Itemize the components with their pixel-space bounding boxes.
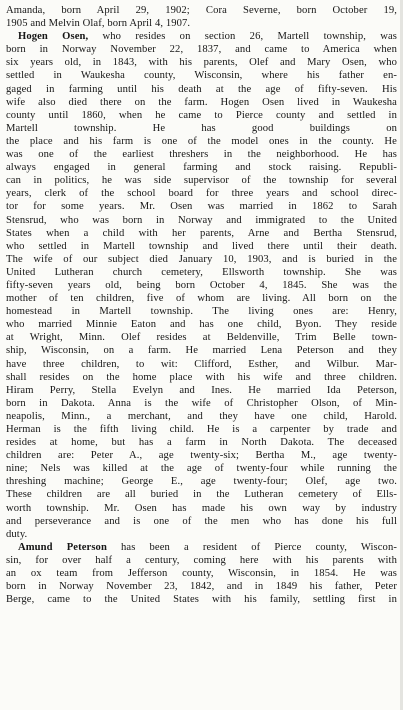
text-line (0, 410, 403, 423)
text-line (0, 240, 403, 253)
text-line (0, 384, 403, 397)
text-line-content: The wife of our subject died January 10, 1903, and is buried in the (6, 253, 397, 265)
text-line-content: Berge, came to the United States with his family, settling first in (6, 594, 397, 606)
text-line (0, 200, 403, 213)
text-line (0, 397, 403, 410)
text-line (0, 69, 403, 82)
text-line-content: Stensrud, who was born in Norway and immigrated to the United (6, 214, 397, 226)
text-line-content: settled in Waukesha county, Wisconsin, where his father en- (6, 70, 397, 82)
text-line-content: always engaged in general farming and stock raising. Republi- (6, 162, 397, 174)
text-line (0, 371, 403, 384)
text-line-content: and perseverance and is one of the men who has done his full (6, 515, 397, 527)
text-line-content: Hiram Perry, Stella Evelyn and Ines. He married Ida Peterson, (6, 384, 397, 396)
text-line (0, 502, 403, 515)
text-line (0, 541, 403, 554)
text-line-content: gaged in farming until his death at the age of fifty-seven. His (6, 83, 397, 95)
text-line (0, 449, 403, 462)
text-line (0, 161, 403, 174)
text-line (0, 109, 403, 122)
text-line-content: mother of ten children, five of whom are living. All born on the (6, 293, 397, 305)
text-line-content: wife also died there on the farm. Hogen Osen lived in Waukesha (6, 96, 397, 108)
text-line (0, 423, 403, 436)
text-line-content: can in politics, he was side supervisor of the township for several (6, 175, 397, 187)
text-line (0, 554, 403, 567)
text-line-content: born in Norway November 22, 1837, and came to America when (6, 44, 397, 56)
text-line (0, 253, 403, 266)
text-line-content: shall resides on the home place with his wife and three children. (6, 371, 397, 383)
text-line-content: worth township. Mr. Osen has made his own way by industry (6, 502, 397, 514)
text-line (0, 331, 403, 344)
biography-text-body (0, 4, 403, 606)
text-line-content: States when a child with her parents, Arne and Bertha Stensrud, (6, 227, 397, 239)
text-line-content: duty. (6, 528, 28, 540)
text-line (0, 344, 403, 357)
text-line (0, 214, 403, 227)
text-line (0, 567, 403, 580)
text-line-content: children are: Peter A., age twenty-six; Bertha M., age twenty- (6, 450, 397, 462)
text-line (0, 358, 403, 371)
text-line (0, 122, 403, 135)
text-line-content: an ox team from Jefferson county, Wisconsin, in 1854. He was (6, 568, 397, 580)
text-line-content: born in Norway November 23, 1842, and in 1849 his father, Peter (6, 581, 397, 593)
text-line-content: nine; Nels was killed at the age of twenty-four while running the (6, 463, 397, 475)
text-line-content: ship, Wisconsin, on a farm. He married Lena Peterson and they (6, 345, 397, 357)
text-line (0, 227, 403, 240)
text-line (0, 305, 403, 318)
text-line (0, 4, 403, 17)
text-line-content: was one of the earliest threshers in the neighborhood. He has (6, 149, 397, 161)
text-line (0, 580, 403, 593)
text-line-content: These children are all buried in the Lutheran cemetery of Ells- (6, 489, 397, 501)
text-line-content: resides at home, but has a farm in North Dakota. The deceased (6, 437, 397, 449)
text-line-content: neapolis, Minn., a merchant, and they have one child, Harold. (6, 410, 397, 422)
text-line-content: Martell township. He has good buildings on (6, 122, 397, 134)
text-line (0, 56, 403, 69)
biography-subject-name: Hogen Osen, (18, 31, 89, 43)
text-line-content: at Wright, Minn. Olef resides at Beldenville, Trim Belle town- (6, 332, 397, 344)
text-line (0, 462, 403, 475)
text-line (0, 187, 403, 200)
text-line (0, 83, 403, 96)
text-line-content: threshing machine; George E., age twenty-four; Olef, age two. (6, 476, 397, 488)
text-line (0, 593, 403, 606)
text-line-content: county until 1860, when he came to Pierce county and settled in (6, 109, 397, 121)
text-line (0, 174, 403, 187)
text-line-content: United Lutheran church cemetery, Ellsworth township. She was (6, 266, 397, 278)
text-line-content: fifty-seven years old, being born October 4, 1845. She was the (6, 279, 397, 291)
text-line-content: have three children, to wit: Clifford, Esther, and Wilbur. Mar- (6, 358, 397, 370)
text-line-content: Herman is the fifth living child. He is a carpenter by trade and (6, 424, 397, 435)
text-line-content: who married Minnie Eaton and has one child, Byon. They reside (6, 319, 397, 331)
text-line-content: tor for some years. Mr. Osen was married in 1862 to Sarah (6, 201, 397, 213)
text-line (0, 318, 403, 331)
text-line-content: Amanda, born April 29, 1902; Cora Severne, born October 19, (6, 5, 397, 16)
text-line (0, 135, 403, 148)
text-line (0, 148, 403, 161)
text-line (0, 30, 403, 43)
text-line (0, 488, 403, 501)
text-line (0, 475, 403, 488)
text-line (0, 292, 403, 305)
text-line (0, 528, 403, 541)
text-line-content: homestead in Martell township. The living ones are: Henry, (6, 306, 397, 318)
text-line (0, 266, 403, 279)
text-line-content: born in Dakota. Anna is the wife of Christopher Olson, of Min- (6, 397, 397, 409)
text-line (0, 17, 403, 30)
text-line-content: years, clerk of the school board for three years and school direc- (6, 188, 397, 200)
text-line (0, 96, 403, 109)
text-line-content: who resides on section 26, Martell township, was (88, 31, 397, 43)
text-line-content: has been a resident of Pierce county, Wiscon- (106, 541, 397, 553)
text-line-content: who settled in Martell township and lived there until their death. (6, 240, 397, 252)
text-line (0, 436, 403, 449)
text-line-content: sin, for over half a century, coming here with his parents with (6, 554, 397, 566)
text-line-content: six years old, in 1843, with his parents, Olef and Mary Osen, who (6, 57, 397, 69)
biography-subject-name: Amund Peterson (18, 541, 107, 553)
text-line (0, 279, 403, 292)
text-line-content: 1905 and Melvin Olaf, born April 4, 1907. (6, 18, 191, 30)
text-line-content: the place and his farm is one of the model ones in the county. He (6, 135, 397, 147)
text-line (0, 43, 403, 56)
text-line (0, 515, 403, 528)
